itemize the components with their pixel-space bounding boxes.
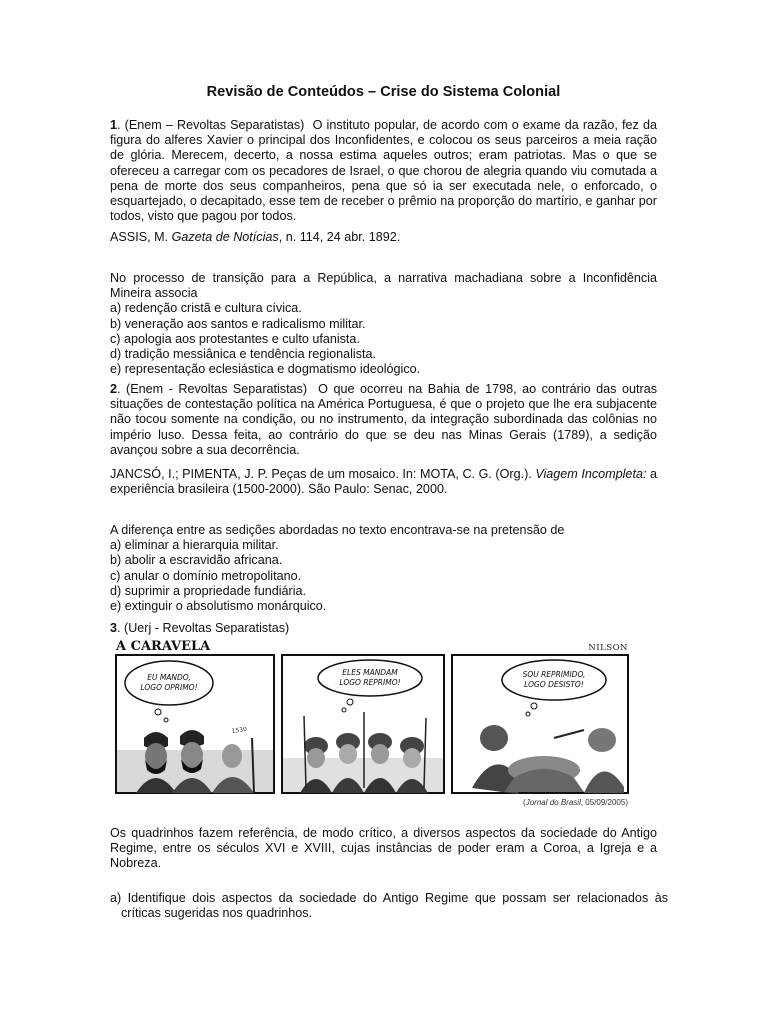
question-2-source: . (Enem - Revoltas Separatistas)	[117, 382, 308, 396]
bubble-2-line-2: LOGO REPRIMO!	[339, 678, 401, 687]
option-c: c) apologia aos protestantes e culto ufanista.	[110, 331, 360, 346]
bubble-1-line-1: EU MANDO,	[147, 673, 191, 682]
option-a: a) redenção cristã e cultura cívica.	[110, 301, 302, 316]
option-c: c) anular o domínio metropolitano.	[110, 568, 302, 583]
bubble-3-line-1: SOU REPRIMIDO,	[522, 670, 586, 679]
question-1-passage: O instituto popular, de acordo com o exame da razão, fez da figura do alferes Xavier o principal dos Inconfidentes, e colocou os seus parceiros a meia ração de glória. Merecem, decerto, a nossa estima aqueles outros; eram patriotas. Mas o que se ofereceu a carregar com os pecadores de Israel, o que chorou de alegria quando viu comutada a pena de morte dos seus companheiros, pena que só ia ser executada nele, o enforcado, o esquartejado, o decapitado, esse tem de receber o prêmio na proporção do martírio, e ganhar por todos, visto que pagou por todos.	[110, 118, 657, 224]
question-2-reference	[110, 467, 657, 497]
comic-title: A CARAVELA	[116, 639, 211, 654]
option-b: b) veneração aos santos e radicalismo militar.	[110, 316, 366, 331]
question-2-passage: O que ocorreu na Bahia de 1798, ao contrário das outras situações de contestação política na América Portuguesa, é que o projeto que lhe era subjacente não tocou somente na condição, ou no instrumento, da integração subordinada das colônias no império luso. Dessa feita, ao contrário do que se deu nas Minas Gerais (1789), a sedição avançou sobre a sua decorrência.	[110, 382, 657, 457]
comic-author: NILSON	[588, 643, 628, 653]
question-3-heading	[110, 621, 657, 636]
reference-work: Gazeta de Notícias	[171, 230, 279, 244]
comic-panel-2	[282, 655, 444, 793]
comic-panel-3	[452, 655, 628, 794]
bubble-1-line-2: LOGO OPRIMO!	[140, 683, 198, 692]
question-2-text	[110, 382, 657, 458]
comic-strip	[114, 638, 630, 808]
question-1-reference	[110, 230, 657, 245]
reference-details: , n. 114, 24 abr. 1892.	[278, 230, 401, 244]
caption-publication: Jornal do Brasil	[525, 798, 581, 807]
bubble-3-line-2: LOGO DESISTO!	[524, 680, 584, 689]
caption-date: , 05/09/2005)	[580, 798, 628, 807]
reference-author: JANCSÓ, I.; PIMENTA, J. P. Peças de um mosaico. In: MOTA, C. G. (Org.).	[110, 467, 536, 481]
comic-caption	[410, 798, 628, 807]
question-2-number: 2	[110, 382, 118, 396]
option-b: b) abolir a escravidão africana.	[110, 553, 283, 568]
question-3-text: Os quadrinhos fazem referência, de modo crítico, a diversos aspectos da sociedade do Antigo Regime, entre os séculos XVI e XVIII, cujas instâncias de poder eram a Coroa, a Igreja e a Nobreza.	[110, 826, 657, 871]
question-3-source: . (Uerj - Revoltas Separatistas)	[117, 621, 290, 635]
question-2-stem	[110, 523, 657, 614]
question-3-number: 3	[110, 621, 118, 635]
caption-open: (	[523, 798, 526, 807]
reference-details: a experiência brasileira (1500-2000). São Paulo: Senac, 2000.	[110, 467, 657, 497]
stem-line-1: No processo de transição para a República, a narrativa machadiana sobre a Inconfidência	[110, 271, 657, 285]
reference-work: Viagem Incompleta:	[535, 467, 647, 481]
question-3-item-a: a) Identifique dois aspectos da sociedade do Antigo Regime que possam ser relacionados às críticas sugeridas nos quadrinhos.	[110, 891, 668, 921]
reference-author: ASSIS, M.	[110, 230, 172, 244]
option-e: e) representação eclesiástica e dogmatismo ideológico.	[110, 362, 421, 377]
option-e: e) extinguir o absolutismo monárquico.	[110, 599, 327, 614]
question-1-stem	[110, 271, 657, 377]
comic-panel-1	[116, 655, 274, 793]
option-a: a) eliminar a hierarquia militar.	[110, 538, 279, 553]
comic-side-tag: 1530	[231, 725, 248, 735]
stem-line-2: Mineira associa	[110, 286, 198, 301]
question-1-text	[110, 118, 657, 224]
question-1-source: . (Enem – Revoltas Separatistas)	[117, 118, 305, 132]
stem-line: A diferença entre as sedições abordadas no texto encontrava-se na pretensão de	[110, 523, 565, 537]
option-d: d) tradição messiânica e tendência regionalista.	[110, 347, 377, 362]
bubble-2-line-1: ELES MANDAM	[342, 668, 398, 677]
question-1-number: 1	[110, 118, 118, 132]
page-title: Revisão de Conteúdos – Crise do Sistema Colonial	[206, 84, 561, 100]
option-d: d) suprimir a propriedade fundiária.	[110, 583, 307, 598]
